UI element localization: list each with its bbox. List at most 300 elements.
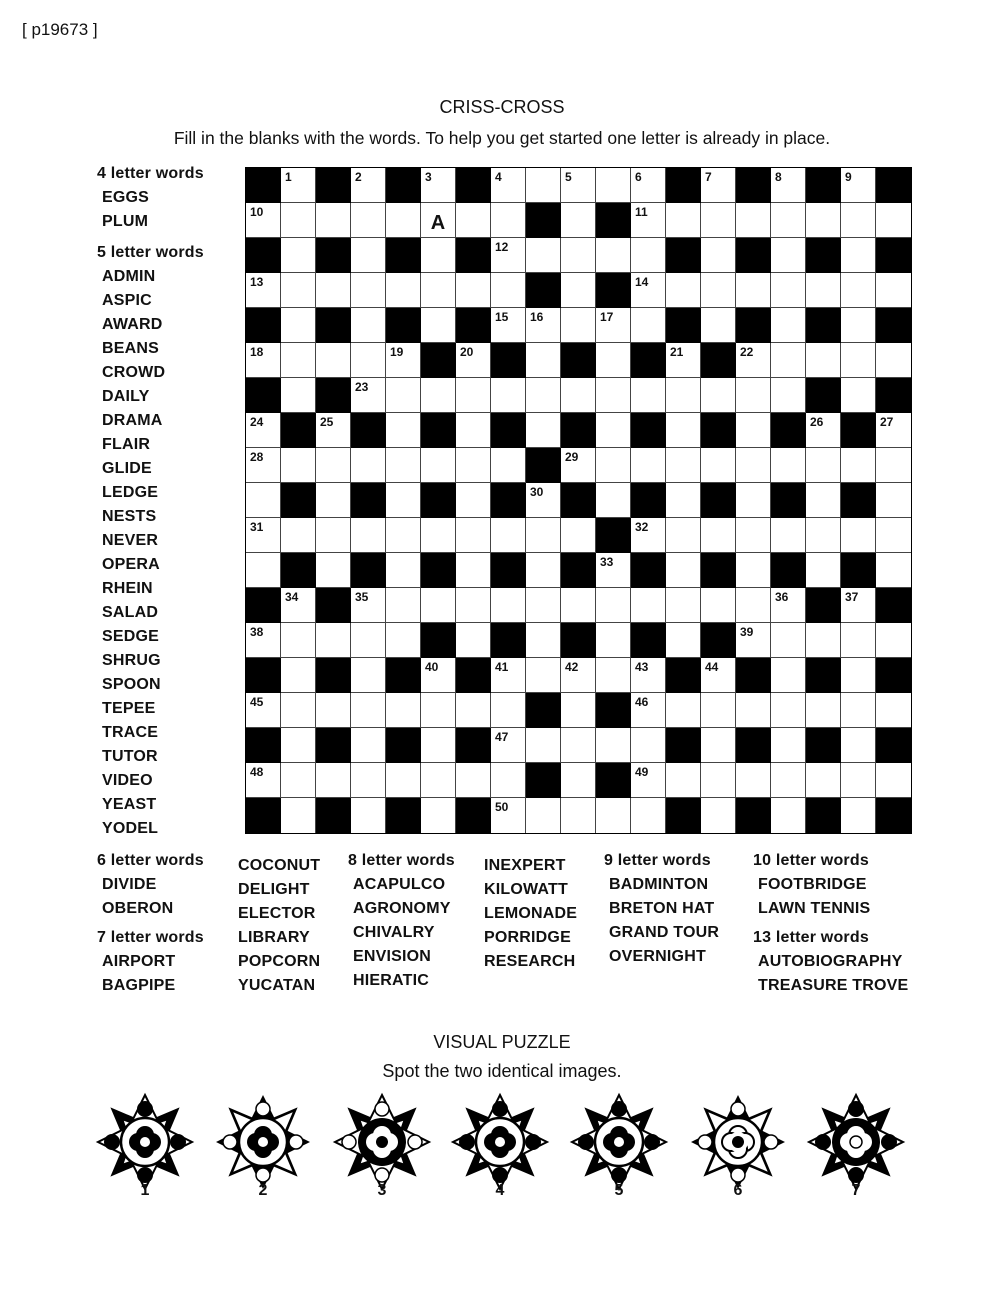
grid-cell[interactable] (806, 448, 841, 483)
grid-cell[interactable] (596, 308, 631, 343)
grid-cell[interactable] (281, 588, 316, 623)
grid-cell[interactable] (701, 308, 736, 343)
grid-cell[interactable] (806, 203, 841, 238)
grid-cell[interactable] (526, 168, 561, 203)
grid-cell[interactable] (526, 308, 561, 343)
grid-cell[interactable] (701, 693, 736, 728)
visual-puzzle-image[interactable] (569, 1092, 669, 1207)
grid-cell[interactable] (456, 448, 491, 483)
grid-cell[interactable] (281, 238, 316, 273)
grid-cell[interactable] (561, 448, 596, 483)
grid-cell[interactable] (806, 623, 841, 658)
grid-cell[interactable] (736, 588, 771, 623)
grid-cell[interactable] (736, 448, 771, 483)
grid-cell[interactable] (701, 588, 736, 623)
grid-cell[interactable] (736, 763, 771, 798)
grid-cell[interactable] (491, 763, 526, 798)
grid-cell[interactable] (736, 693, 771, 728)
grid-cell[interactable] (351, 798, 386, 833)
grid-cell[interactable] (666, 203, 701, 238)
grid-cell[interactable] (876, 203, 911, 238)
grid-cell[interactable] (631, 378, 666, 413)
grid-cell[interactable] (456, 623, 491, 658)
grid-cell[interactable] (876, 413, 911, 448)
grid-cell[interactable] (841, 658, 876, 693)
grid-cell[interactable] (246, 448, 281, 483)
grid-cell[interactable] (386, 378, 421, 413)
grid-cell[interactable] (351, 273, 386, 308)
grid-cell[interactable] (876, 518, 911, 553)
grid-cell[interactable] (841, 798, 876, 833)
grid-cell[interactable] (456, 413, 491, 448)
grid-cell[interactable] (841, 273, 876, 308)
clue-number: 16 (530, 310, 544, 324)
grid-cell[interactable] (561, 273, 596, 308)
grid-cell[interactable] (456, 273, 491, 308)
grid-cell[interactable] (281, 798, 316, 833)
visual-puzzle-title: VISUAL PUZZLE (433, 1032, 571, 1052)
visual-puzzle-image[interactable] (213, 1092, 313, 1207)
grid-cell-black (491, 413, 526, 448)
word-item: LIBRARY (238, 929, 310, 946)
grid-cell[interactable] (771, 343, 806, 378)
clue-number: 47 (495, 730, 509, 744)
clue-number: 37 (845, 590, 859, 604)
grid-cell[interactable] (701, 763, 736, 798)
grid-cell[interactable] (281, 518, 316, 553)
grid-cell[interactable] (631, 168, 666, 203)
grid-cell[interactable] (631, 308, 666, 343)
grid-cell[interactable] (736, 413, 771, 448)
grid-cell[interactable] (806, 763, 841, 798)
grid-cell[interactable] (351, 378, 386, 413)
grid-cell[interactable] (351, 658, 386, 693)
grid-cell[interactable] (351, 343, 386, 378)
grid-cell[interactable] (281, 378, 316, 413)
grid-cell[interactable] (701, 448, 736, 483)
grid-cell[interactable] (456, 693, 491, 728)
grid-cell[interactable] (666, 763, 701, 798)
clue-number: 48 (250, 765, 264, 779)
grid-cell[interactable] (596, 553, 631, 588)
grid-cell[interactable] (596, 798, 631, 833)
grid-cell[interactable] (246, 273, 281, 308)
grid-cell[interactable] (316, 343, 351, 378)
grid-cell[interactable] (841, 623, 876, 658)
grid-cell[interactable] (666, 413, 701, 448)
grid-cell-black (316, 588, 351, 623)
grid-cell[interactable] (351, 518, 386, 553)
grid-cell[interactable] (281, 343, 316, 378)
grid-cell[interactable] (246, 413, 281, 448)
grid-cell[interactable] (771, 588, 806, 623)
grid-cell[interactable] (561, 203, 596, 238)
grid-cell[interactable] (771, 623, 806, 658)
grid-cell[interactable] (736, 273, 771, 308)
grid-cell[interactable] (421, 518, 456, 553)
grid-cell[interactable] (701, 518, 736, 553)
grid-cell[interactable] (561, 658, 596, 693)
grid-cell[interactable] (841, 763, 876, 798)
word-item: BRETON HAT (609, 900, 715, 917)
grid-cell[interactable] (456, 203, 491, 238)
grid-cell[interactable] (421, 273, 456, 308)
grid-cell[interactable] (421, 728, 456, 763)
grid-cell[interactable] (421, 693, 456, 728)
grid-cell[interactable] (841, 728, 876, 763)
grid-cell[interactable] (526, 413, 561, 448)
word-item: CHIVALRY (353, 924, 435, 941)
grid-cell[interactable] (631, 448, 666, 483)
grid-cell[interactable] (351, 238, 386, 273)
grid-cell[interactable] (701, 203, 736, 238)
grid-cell[interactable] (386, 763, 421, 798)
grid-cell[interactable] (491, 658, 526, 693)
grid-cell[interactable] (666, 588, 701, 623)
star-ornament-image (332, 1092, 432, 1192)
word-item: SPOON (102, 676, 161, 693)
grid-cell[interactable] (316, 763, 351, 798)
grid-cell[interactable] (526, 553, 561, 588)
grid-cell[interactable] (841, 588, 876, 623)
grid-cell[interactable] (526, 378, 561, 413)
grid-cell[interactable] (386, 518, 421, 553)
grid-cell[interactable] (421, 588, 456, 623)
grid-cell[interactable] (561, 728, 596, 763)
grid-cell[interactable] (386, 483, 421, 518)
grid-cell[interactable] (771, 308, 806, 343)
grid-cell[interactable] (281, 763, 316, 798)
grid-cell[interactable] (386, 343, 421, 378)
grid-cell[interactable] (386, 413, 421, 448)
grid-cell[interactable] (736, 483, 771, 518)
grid-cell[interactable] (876, 693, 911, 728)
grid-cell[interactable] (491, 378, 526, 413)
grid-cell[interactable] (666, 343, 701, 378)
grid-cell[interactable] (701, 168, 736, 203)
grid-cell[interactable] (596, 728, 631, 763)
grid-cell[interactable] (771, 238, 806, 273)
grid-cell[interactable] (701, 273, 736, 308)
grid-cell[interactable] (351, 588, 386, 623)
visual-puzzle-image[interactable] (688, 1092, 788, 1207)
grid-cell-black (491, 483, 526, 518)
grid-cell-black (561, 553, 596, 588)
grid-cell[interactable] (281, 168, 316, 203)
grid-cell[interactable] (421, 238, 456, 273)
grid-cell[interactable] (281, 203, 316, 238)
grid-cell[interactable] (631, 658, 666, 693)
grid-cell-black (491, 553, 526, 588)
grid-cell[interactable] (351, 623, 386, 658)
grid-cell[interactable] (281, 693, 316, 728)
clue-number: 35 (355, 590, 369, 604)
grid-cell-black (701, 413, 736, 448)
grid-cell[interactable] (351, 763, 386, 798)
grid-cell[interactable] (596, 588, 631, 623)
grid-cell[interactable] (456, 378, 491, 413)
grid-cell[interactable] (491, 168, 526, 203)
grid-cell[interactable] (491, 308, 526, 343)
grid-cell[interactable] (631, 693, 666, 728)
grid-cell[interactable] (316, 483, 351, 518)
grid-cell[interactable] (246, 483, 281, 518)
grid-cell[interactable] (246, 553, 281, 588)
word-item: RHEIN (102, 580, 153, 597)
grid-cell[interactable] (526, 728, 561, 763)
grid-cell[interactable] (771, 518, 806, 553)
word-item: INEXPERT (484, 857, 566, 874)
grid-cell[interactable] (771, 448, 806, 483)
grid-cell[interactable] (736, 343, 771, 378)
grid-cell[interactable] (281, 658, 316, 693)
grid-cell[interactable] (666, 273, 701, 308)
grid-cell[interactable] (246, 343, 281, 378)
grid-cell[interactable] (596, 378, 631, 413)
grid-cell[interactable] (841, 518, 876, 553)
grid-cell[interactable] (491, 238, 526, 273)
grid-cell[interactable] (876, 448, 911, 483)
grid-cell[interactable] (386, 693, 421, 728)
grid-cell[interactable] (246, 203, 281, 238)
grid-cell[interactable] (386, 553, 421, 588)
grid-cell-black (456, 798, 491, 833)
grid-cell[interactable] (876, 763, 911, 798)
grid-cell[interactable] (246, 623, 281, 658)
grid-cell[interactable] (316, 203, 351, 238)
grid-cell[interactable] (596, 623, 631, 658)
grid-cell-black (526, 763, 561, 798)
grid-cell[interactable] (561, 763, 596, 798)
grid-cell[interactable] (351, 168, 386, 203)
grid-cell[interactable] (491, 693, 526, 728)
grid-cell[interactable] (491, 518, 526, 553)
grid-cell[interactable] (456, 553, 491, 588)
grid-cell[interactable] (456, 483, 491, 518)
grid-cell[interactable] (876, 343, 911, 378)
grid-cell[interactable] (561, 238, 596, 273)
grid-cell[interactable] (491, 798, 526, 833)
grid-cell[interactable] (386, 588, 421, 623)
grid-cell[interactable] (596, 238, 631, 273)
grid-cell[interactable] (736, 378, 771, 413)
grid-cell[interactable] (841, 448, 876, 483)
grid-cell[interactable] (526, 588, 561, 623)
grid-cell[interactable] (841, 343, 876, 378)
grid-cell[interactable] (701, 238, 736, 273)
grid-cell[interactable] (561, 378, 596, 413)
grid-cell[interactable] (421, 763, 456, 798)
grid-cell[interactable] (421, 798, 456, 833)
grid-cell[interactable] (281, 448, 316, 483)
visual-puzzle-image[interactable] (332, 1092, 432, 1207)
grid-cell[interactable] (666, 448, 701, 483)
grid-cell[interactable] (841, 238, 876, 273)
grid-cell[interactable] (386, 273, 421, 308)
grid-cell[interactable] (351, 448, 386, 483)
grid-cell[interactable] (771, 378, 806, 413)
grid-cell[interactable] (561, 693, 596, 728)
grid-cell[interactable] (736, 553, 771, 588)
grid-cell[interactable] (316, 413, 351, 448)
grid-cell[interactable] (526, 343, 561, 378)
grid-cell[interactable] (701, 728, 736, 763)
grid-cell[interactable] (841, 693, 876, 728)
grid-cell[interactable] (596, 448, 631, 483)
grid-cell[interactable] (561, 518, 596, 553)
grid-cell-black (701, 343, 736, 378)
grid-cell[interactable] (596, 658, 631, 693)
grid-cell[interactable] (736, 518, 771, 553)
grid-cell[interactable] (316, 693, 351, 728)
grid-cell[interactable] (386, 623, 421, 658)
grid-cell[interactable] (421, 448, 456, 483)
grid-cell[interactable] (596, 483, 631, 518)
grid-cell[interactable] (771, 693, 806, 728)
grid-cell[interactable] (876, 623, 911, 658)
grid-cell[interactable] (351, 308, 386, 343)
grid-cell[interactable] (596, 168, 631, 203)
grid-cell[interactable] (806, 553, 841, 588)
word-item: LAWN TENNIS (758, 900, 871, 917)
grid-cell[interactable] (281, 308, 316, 343)
grid-cell-black (421, 553, 456, 588)
grid-cell[interactable] (491, 273, 526, 308)
grid-cell[interactable] (421, 308, 456, 343)
grid-cell[interactable] (806, 413, 841, 448)
grid-cell[interactable] (421, 658, 456, 693)
grid-cell[interactable] (246, 518, 281, 553)
grid-cell[interactable] (771, 658, 806, 693)
grid-cell[interactable] (666, 518, 701, 553)
grid-cell[interactable] (316, 623, 351, 658)
grid-cell[interactable] (631, 273, 666, 308)
grid-cell[interactable] (736, 203, 771, 238)
grid-cell[interactable] (666, 378, 701, 413)
grid-cell[interactable] (421, 378, 456, 413)
grid-cell[interactable] (806, 518, 841, 553)
image-number: 1 (140, 1182, 150, 1199)
grid-cell[interactable] (771, 168, 806, 203)
grid-cell[interactable] (806, 483, 841, 518)
grid-cell[interactable] (806, 343, 841, 378)
grid-cell[interactable] (631, 203, 666, 238)
grid-cell[interactable] (316, 553, 351, 588)
grid-cell[interactable] (876, 553, 911, 588)
grid-cell[interactable] (386, 448, 421, 483)
grid-cell[interactable] (421, 168, 456, 203)
grid-cell[interactable] (246, 763, 281, 798)
grid-cell[interactable] (701, 798, 736, 833)
visual-puzzle-image[interactable] (806, 1092, 906, 1207)
grid-cell[interactable] (456, 343, 491, 378)
grid-cell[interactable] (351, 728, 386, 763)
grid-cell[interactable] (666, 623, 701, 658)
grid-cell[interactable] (386, 203, 421, 238)
visual-puzzle-image[interactable] (450, 1092, 550, 1207)
grid-cell[interactable] (666, 693, 701, 728)
grid-cell[interactable] (281, 273, 316, 308)
grid-cell[interactable] (421, 203, 456, 238)
grid-cell[interactable] (316, 448, 351, 483)
grid-cell[interactable] (491, 203, 526, 238)
grid-cell[interactable] (666, 483, 701, 518)
grid-cell[interactable] (526, 238, 561, 273)
grid-cell[interactable] (561, 588, 596, 623)
grid-cell[interactable] (736, 623, 771, 658)
crossword-grid (245, 167, 912, 834)
grid-cell[interactable] (351, 203, 386, 238)
grid-cell[interactable] (701, 658, 736, 693)
grid-cell[interactable] (771, 798, 806, 833)
grid-cell[interactable] (316, 273, 351, 308)
grid-cell[interactable] (246, 693, 281, 728)
grid-cell-black (631, 413, 666, 448)
grid-cell[interactable] (631, 518, 666, 553)
visual-puzzle-image[interactable] (95, 1092, 195, 1207)
grid-cell[interactable] (561, 308, 596, 343)
grid-cell[interactable] (771, 273, 806, 308)
grid-cell[interactable] (526, 798, 561, 833)
grid-cell[interactable] (351, 693, 386, 728)
grid-cell[interactable] (771, 203, 806, 238)
grid-cell[interactable] (631, 728, 666, 763)
grid-cell[interactable] (281, 623, 316, 658)
grid-cell[interactable] (561, 168, 596, 203)
grid-cell[interactable] (526, 483, 561, 518)
grid-cell[interactable] (631, 798, 666, 833)
grid-cell[interactable] (491, 448, 526, 483)
grid-cell[interactable] (596, 343, 631, 378)
grid-cell[interactable] (841, 378, 876, 413)
grid-cell[interactable] (841, 168, 876, 203)
grid-cell[interactable] (876, 483, 911, 518)
grid-cell[interactable] (771, 763, 806, 798)
grid-cell[interactable] (526, 658, 561, 693)
clue-number: 12 (495, 240, 509, 254)
grid-cell[interactable] (701, 378, 736, 413)
grid-cell[interactable] (771, 728, 806, 763)
word-list-heading: 7 letter words (97, 929, 204, 946)
grid-cell[interactable] (631, 588, 666, 623)
grid-cell[interactable] (316, 518, 351, 553)
clue-number: 11 (635, 205, 648, 219)
grid-cell[interactable] (491, 588, 526, 623)
grid-cell-black (666, 168, 701, 203)
word-list-heading: 5 letter words (97, 244, 204, 261)
grid-cell[interactable] (526, 518, 561, 553)
clue-number: 23 (355, 380, 369, 394)
grid-cell[interactable] (456, 763, 491, 798)
word-item: AUTOBIOGRAPHY (758, 953, 903, 970)
grid-cell[interactable] (806, 273, 841, 308)
clue-number: 17 (600, 310, 614, 324)
grid-cell[interactable] (456, 518, 491, 553)
grid-cell[interactable] (841, 203, 876, 238)
grid-cell[interactable] (456, 588, 491, 623)
grid-cell[interactable] (281, 728, 316, 763)
grid-cell[interactable] (491, 728, 526, 763)
grid-cell[interactable] (561, 798, 596, 833)
grid-cell[interactable] (526, 623, 561, 658)
grid-cell[interactable] (876, 273, 911, 308)
grid-cell[interactable] (666, 553, 701, 588)
grid-cell[interactable] (841, 308, 876, 343)
grid-cell[interactable] (596, 413, 631, 448)
grid-cell[interactable] (631, 238, 666, 273)
grid-cell[interactable] (806, 693, 841, 728)
grid-cell[interactable] (631, 763, 666, 798)
